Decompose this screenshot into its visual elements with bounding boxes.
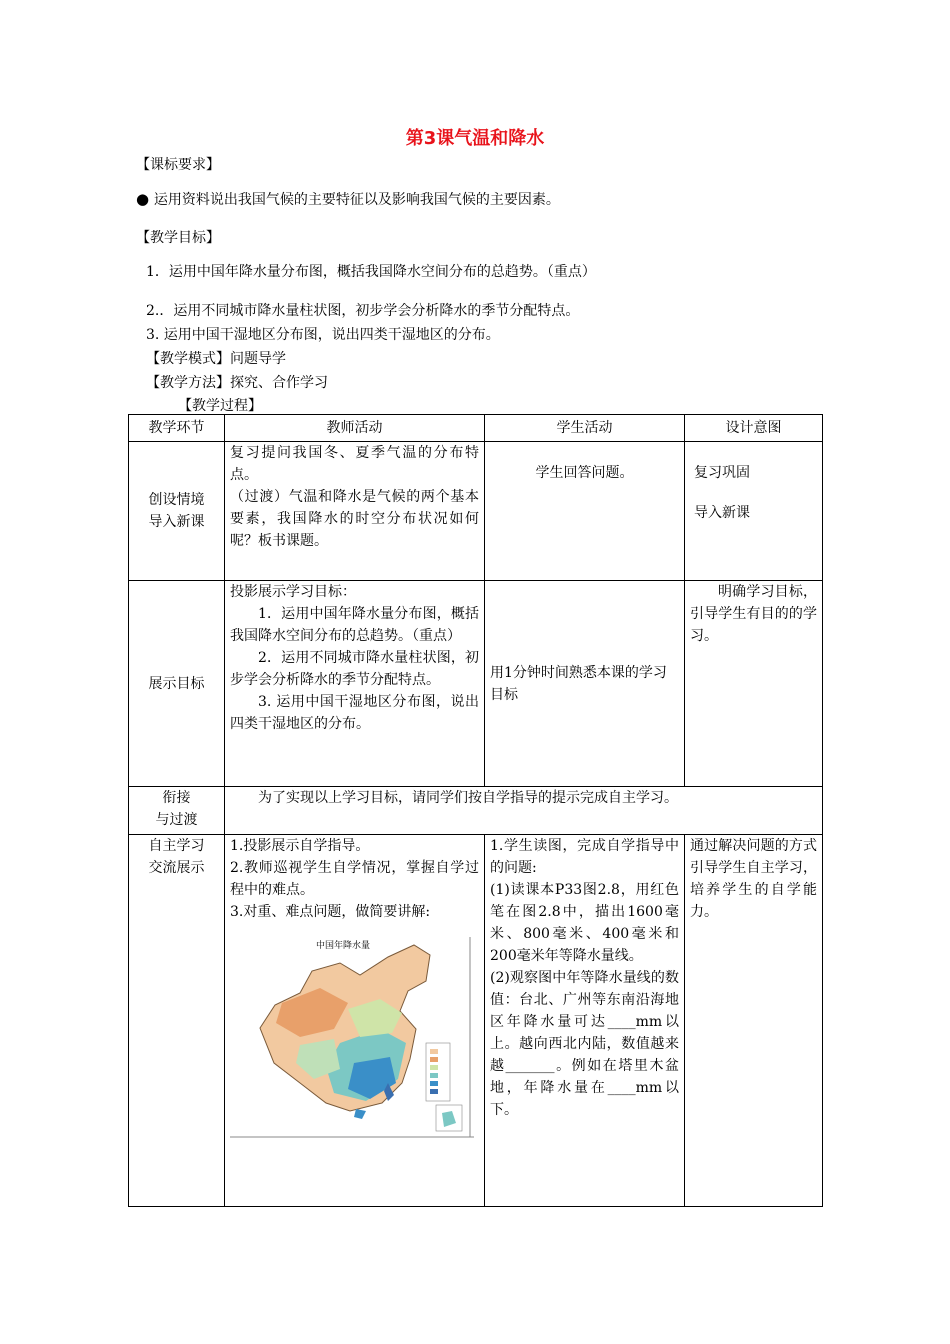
intent-text: 通过解决问题的方式引导学生自主学习，培养学生的自学能力。 [690,838,817,920]
teacher-text: 1．运用中国年降水量分布图，概括我国降水空间分布的总趋势。（重点） [230,606,479,644]
teacher-text: 2.教师巡视学生自学情况，掌握自学过程中的难点。 [230,860,479,898]
objective-2: 2.．运用不同城市降水量柱状图，初步学会分析降水的季节分配特点。 [146,303,580,319]
intent-text: 明确学习目标，引导学生有目的的学习。 [690,584,817,644]
precipitation-map [230,933,474,1139]
standard-heading: 【课标要求】 [136,157,220,173]
intent-cell [685,835,823,1207]
teacher-cell [225,581,485,787]
standard-item [136,189,560,209]
process-heading: 【教学过程】 [178,398,262,414]
intent-cell [685,442,823,581]
teaching-mode: 【教学模式】问题导学 [146,351,286,367]
intent-text: 复习巩固 [694,465,750,481]
table-header-row [129,415,823,442]
intent-text: 导入新课 [694,505,750,521]
objectives-heading: 【教学目标】 [136,230,220,246]
intent-cell [685,581,823,787]
objective-3: 3. 运用中国干湿地区分布图，说出四类干湿地区的分布。 [146,327,500,343]
standard-text: 运用资料说出我国气候的主要特征以及影响我国气候的主要因素。 [153,192,560,208]
stage-line: 与过渡 [155,812,198,828]
student-text: (2)观察图中年等降水量线的数值：台北、广州等东南沿海地区年降水量可达____mm以上。越向西北内陆，数值越来越_______。例如在塔里木盆地，年降水量在____mm以下。 [490,970,679,1118]
student-text: 学生回答问题。 [535,465,634,481]
stage-line: 衔接 [162,790,191,806]
map-title: 中国年降水量 [316,941,371,951]
bullet-icon: ● [136,190,154,208]
teacher-cell [225,835,485,1207]
teaching-process-table [128,414,823,1207]
stage-cell [129,787,225,835]
table-row [129,581,823,787]
table-row [129,787,823,835]
student-cell [485,442,685,581]
table-row [129,442,823,581]
header-intent: 设计意图 [685,415,823,442]
stage-cell: 展示目标 [129,581,225,787]
header-teacher: 教师活动 [225,415,485,442]
teacher-text: 投影展示学习目标： [230,584,356,600]
page-title: 第3课气温和降水 [405,128,545,149]
header-stage: 教学环节 [129,415,225,442]
stage-line: 交流展示 [148,860,205,876]
transition-cell [225,787,823,835]
stage-line: 自主学习 [148,838,205,854]
teacher-text: 复习提问我国冬、夏季气温的分布特点。 [230,445,479,483]
china-map-figure [230,933,474,1139]
stage-cell [129,835,225,1207]
stage-line: 创设情境 [148,492,205,508]
teaching-method: 【教学方法】探究、合作学习 [146,375,328,391]
student-cell [485,835,685,1207]
student-text: 1.学生读图，完成自学指导中的问题: [490,838,679,876]
student-cell: 用1分钟时间熟悉本课的学习目标 [485,581,685,787]
stage-cell [129,442,225,581]
student-text: (1)读课本P33图2.8，用红色笔在图2.8中，描出1600毫米、800毫米、400毫米和200毫米年等降水量线。 [490,882,679,964]
objective-1: 1．运用中国年降水量分布图，概括我国降水空间分布的总趋势。（重点） [146,264,596,280]
teacher-text: 3. 运用中国干湿地区分布图，说出四类干湿地区的分布。 [230,694,479,732]
teacher-text: 2．运用不同城市降水量柱状图，初步学会分析降水的季节分配特点。 [230,650,479,688]
transition-text: 为了实现以上学习目标，请同学们按自学指导的提示完成自主学习。 [258,790,678,806]
teacher-text: （过渡）气温和降水是气候的两个基本要素，我国降水的时空分布状况如何呢？板书课题。 [230,489,479,549]
teacher-text: 1.投影展示自学指导。 [230,838,370,854]
table-row [129,835,823,1207]
teacher-cell [225,442,485,581]
stage-line: 导入新课 [148,514,205,530]
header-student: 学生活动 [485,415,685,442]
teacher-text: 3.对重、难点问题，做简要讲解: [230,904,431,920]
